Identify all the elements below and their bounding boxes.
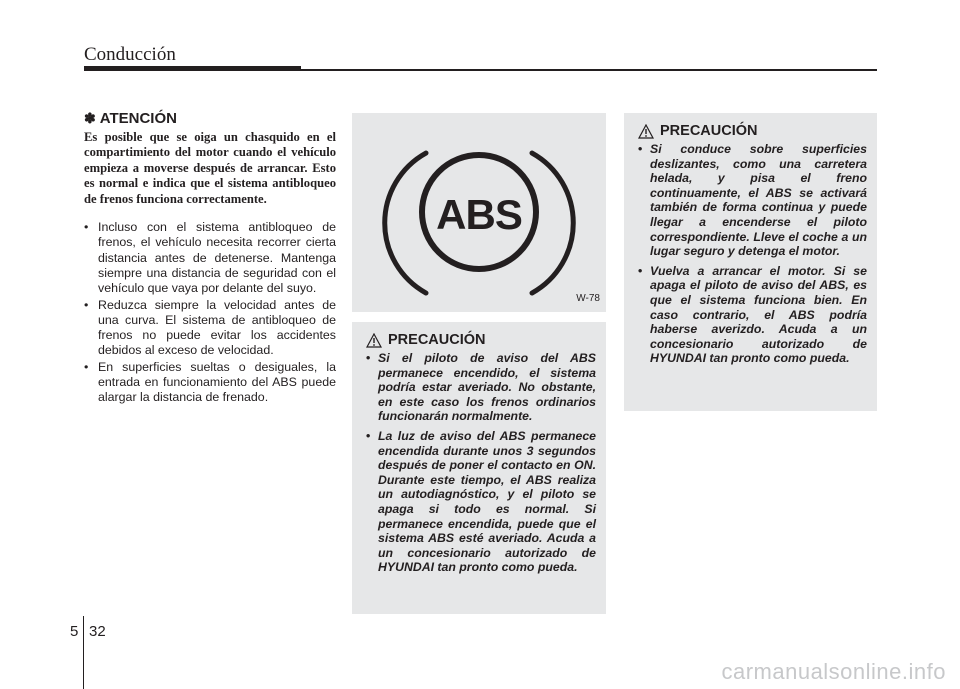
abs-symbol-text: ABS — [436, 191, 522, 238]
caution-list — [638, 142, 867, 366]
attention-heading — [84, 110, 336, 127]
attention-heading-text: ATENCIÓN — [99, 110, 177, 127]
caution-box-middle — [352, 322, 606, 614]
warning-triangle-icon — [366, 333, 382, 348]
page-section: 5 — [70, 623, 79, 640]
watermark: carmanualsonline.info — [721, 659, 946, 684]
list-item: • Vuelva a arrancar el motor. Si se apaga el piloto de aviso del ABS, es que el sistema funciona bien. En caso contrario, el ABS podría haberse averizdo. Acuda a un concesionario autorizado de HYUNDAI tan pronto como pueda. — [638, 264, 867, 366]
warning-triangle-icon — [638, 124, 654, 139]
abs-figure — [352, 113, 606, 312]
star-icon: ✽ — [84, 110, 96, 126]
header-rule-thick — [84, 66, 301, 71]
caution-heading — [366, 332, 596, 348]
caution-heading-text: PRECAUCIÓN — [388, 332, 486, 348]
list-item: • Si el piloto de aviso del ABS permanece encendido, el sistema podría estar averiado. No obstante, en este caso los frenos ordinarios funcionarán normalmente. — [366, 351, 596, 424]
header-rule-thin — [301, 69, 877, 71]
page-number: 32 — [89, 623, 106, 640]
list-item: • Reduzca siempre la velocidad antes de una curva. El sistema de antibloqueo de frenos no puede evitar los accidentes debidos al exceso de velocidad. — [84, 298, 336, 359]
list-item: • En superficies sueltas o desiguales, la entrada en funcionamiento del ABS puede alargar la distancia de frenado. — [84, 360, 336, 406]
abs-warning-light-icon — [352, 113, 606, 312]
list-item: • Si conduce sobre superficies deslizantes, como una carretera helada, y pisa el freno continuamente, el ABS se activará también de forma continua y puede llegar a encenderse el piloto correspondiente. Lleve el coche a un lugar seguro y detenga el motor. — [638, 142, 867, 259]
caution-list — [366, 351, 596, 575]
figure-code: W-78 — [576, 293, 600, 304]
caution-box-right — [624, 113, 877, 411]
footer-divider — [83, 616, 84, 689]
caution-heading — [638, 123, 867, 139]
chapter-title: Conducción — [84, 44, 176, 65]
caution-heading-text: PRECAUCIÓN — [660, 123, 758, 139]
attention-body: Es posible que se oiga un chasquido en el compartimiento del motor cuando el vehículo empieza a moverse después de arrancar. Esto es normal e indica que el sistema antibloqueo de frenos funciona correctamente. — [84, 130, 336, 206]
left-column — [84, 110, 336, 407]
left-bullet-list — [84, 220, 336, 406]
list-item: • Incluso con el sistema antibloqueo de frenos, el vehículo necesita recorrer cierta distancia antes de detenerse. Mantenga siempre una distancia de seguridad con el vehículo que vaya por delante del suyo. — [84, 220, 336, 296]
list-item: • La luz de aviso del ABS permanece encendida durante unos 3 segundos después de poner el contacto en ON. Durante este tiempo, el ABS realiza un autodiagnóstico, y el piloto se apaga si todo es normal. Si permanece encendida, puede que el sistema ABS esté averiado. Acuda a un concesionario autorizado de HYUNDAI tan pronto como pueda. — [366, 429, 596, 575]
